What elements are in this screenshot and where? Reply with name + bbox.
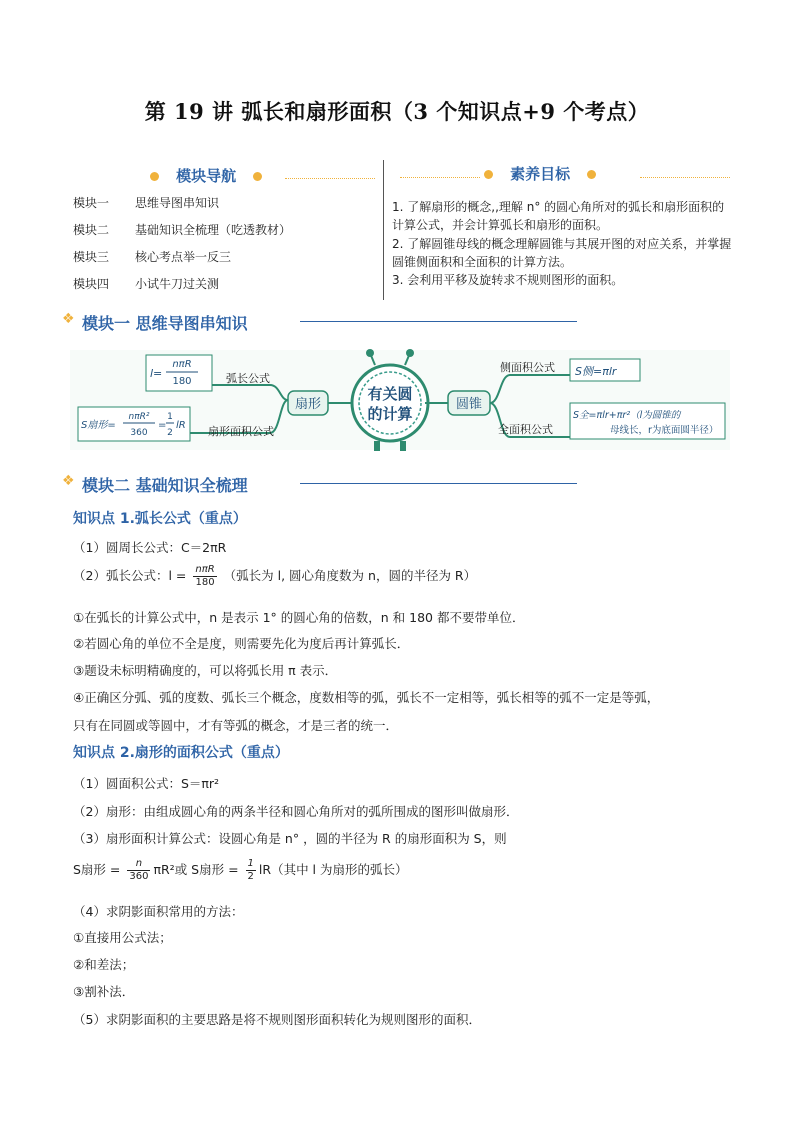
kp1-fraction-den: 180 [195, 577, 215, 588]
kp1-fraction [193, 564, 216, 589]
kp2-line2: （2）扇形：由组成圆心角的两条半径和圆心角所对的弧所围成的图形叫做扇形． [73, 804, 519, 819]
goals-heading: 素养目标 [510, 165, 571, 183]
antenna-right-dot [406, 349, 414, 357]
goal-1: 1. 了解扇形的概念,,理解 n° 的圆心角所对的弧长和扇形面积的计算公式，并会计算弧长和扇形的面积。 [392, 200, 725, 232]
center-circle-inner [359, 372, 421, 434]
kp1-point1: ①在弧长的计算公式中，n 是表示 1° 的圆心角的倍数，n 和 180 都不要带单位． [73, 610, 525, 625]
kp1-line2 [73, 564, 476, 589]
diamond-icon: ❖ [62, 473, 75, 489]
goal-3: 3. 会利用平移及旋转求不规则图形的面积。 [392, 273, 624, 287]
leg-left [374, 441, 380, 451]
area-formula-eq: = [158, 420, 167, 431]
sector-label: 扇形 [294, 397, 322, 412]
nav-item-1[interactable]: 模块一 思维导图串知识 [73, 196, 220, 210]
kp1-point3: ③题设未标明精确度的，可以将弧长用 π 表示． [73, 663, 338, 678]
dot-icon [150, 172, 159, 181]
kp2-line3: （3）扇形面积计算公式：设圆心角是 n° ，圆的半径为 R 的扇形面积为 S，则 [73, 831, 507, 846]
antenna-left-dot [366, 349, 374, 357]
kp1-point4b: 只有在同圆或等圆中，才有等弧的概念，才是三者的统一． [73, 718, 399, 733]
area-formula-tail: lR [176, 420, 186, 431]
nav-item-4[interactable]: 模块四 小试牛刀过关测 [73, 277, 220, 291]
module1-heading: 模块一 思维导图串知识 [82, 314, 248, 333]
column-divider [383, 160, 384, 300]
nav-heading: 模块导航 [176, 167, 237, 185]
goals-heading-block [484, 163, 596, 184]
dot-icon [587, 170, 596, 179]
center-label-1: 有关圆 [367, 385, 413, 403]
kp2-fraction1-den: 360 [129, 871, 149, 882]
area-formula-den: 360 [130, 428, 148, 438]
arc-formula-den: 180 [172, 376, 192, 387]
area-formula-label: 扇形面积公式 [208, 425, 274, 438]
nav-heading-rule [285, 178, 375, 179]
area-formula-num: nπR² [128, 412, 150, 422]
kp1-title: 知识点 1.弧长公式（重点） [73, 511, 247, 527]
nav-heading-block [150, 165, 262, 186]
module1-rule [300, 321, 577, 322]
module2-rule [300, 483, 577, 484]
kp2-method1: ①直接用公式法； [73, 930, 172, 945]
kp1-point2: ②若圆心角的单位不全是度，则需要先化为度后再计算弧长． [73, 636, 410, 651]
dot-icon [484, 170, 493, 179]
kp2-title: 知识点 2.扇形的面积公式（重点） [73, 745, 289, 761]
mind-map [70, 345, 730, 455]
kp2-formula [73, 858, 408, 883]
goals-heading-rule-right [640, 177, 730, 178]
area-formula-lhs: S扇形= [81, 420, 116, 431]
kp2-fraction1 [127, 858, 150, 883]
kp2-fraction2-den: 2 [247, 871, 254, 882]
kp2-formula-lhs: S扇形 = [73, 862, 121, 877]
kp1-line2-pre: （2）弧长公式：l = [73, 568, 187, 583]
arc-formula-lhs: l= [150, 367, 163, 380]
center-label-2: 的计算 [367, 405, 413, 423]
full-area-formula-2: 母线长，r为底面圆半径） [610, 425, 719, 436]
side-area-formula: S侧=πlr [575, 365, 617, 378]
kp2-fraction1-num: n [127, 858, 150, 871]
diamond-icon: ❖ [62, 311, 75, 327]
dot-icon [253, 172, 262, 181]
kp2-fraction2-num: 1 [247, 858, 254, 869]
kp2-method2: ②和差法； [73, 957, 135, 972]
page-title: 第 19 讲 弧长和扇形面积（3 个知识点+9 个考点） [144, 99, 650, 124]
cone-label: 圆锥 [455, 397, 483, 412]
module2-heading: 模块二 基础知识全梳理 [82, 476, 248, 495]
kp2-formula-tail: lR（其中 l 为扇形的弧长） [258, 862, 408, 877]
kp2-line4: （4）求阴影面积常用的方法： [73, 904, 244, 919]
full-area-label: 全面积公式 [498, 423, 553, 436]
nav-item-3[interactable]: 模块三 核心考点举一反三 [73, 250, 232, 264]
kp2-fraction2 [246, 858, 256, 883]
arc-formula-label: 弧长公式 [226, 372, 270, 385]
kp1-line1: （1）圆周长公式：C＝2πR [73, 540, 227, 555]
goal-2: 2. 了解圆锥母线的概念理解圆锥与其展开图的对应关系，并掌握圆锥侧面积和全面积的计算方法。 [392, 237, 732, 269]
kp1-line2-post: （弧长为 l, 圆心角度数为 n，圆的半径为 R） [223, 568, 477, 583]
kp1-fraction-num: nπR [195, 564, 215, 575]
kp2-line5: （5）求阴影面积的主要思路是将不规则图形面积转化为规则图形的面积． [73, 1012, 481, 1027]
leg-right [400, 441, 406, 451]
full-area-formula: S全=πlr+πr²（l为圆锥的 [573, 410, 681, 421]
kp2-formula-mid: πR²或 S扇形 = [153, 862, 239, 877]
arc-formula-num: nπR [172, 359, 192, 370]
kp2-method3: ③割补法． [73, 984, 135, 999]
area-formula-half-num: 1 [167, 412, 173, 422]
kp2-line1: （1）圆面积公式：S＝πr² [73, 776, 220, 791]
area-formula-half-den: 2 [167, 428, 173, 438]
nav-item-2[interactable]: 模块二 基础知识全梳理（吃透教材） [73, 223, 292, 237]
kp1-point4a: ④正确区分弧、弧的度数、弧长三个概念，度数相等的弧，弧长不一定相等，弧长相等的弧不一定是等弧， [73, 690, 660, 705]
side-area-label: 侧面积公式 [500, 361, 555, 374]
goals-heading-rule [400, 177, 480, 178]
